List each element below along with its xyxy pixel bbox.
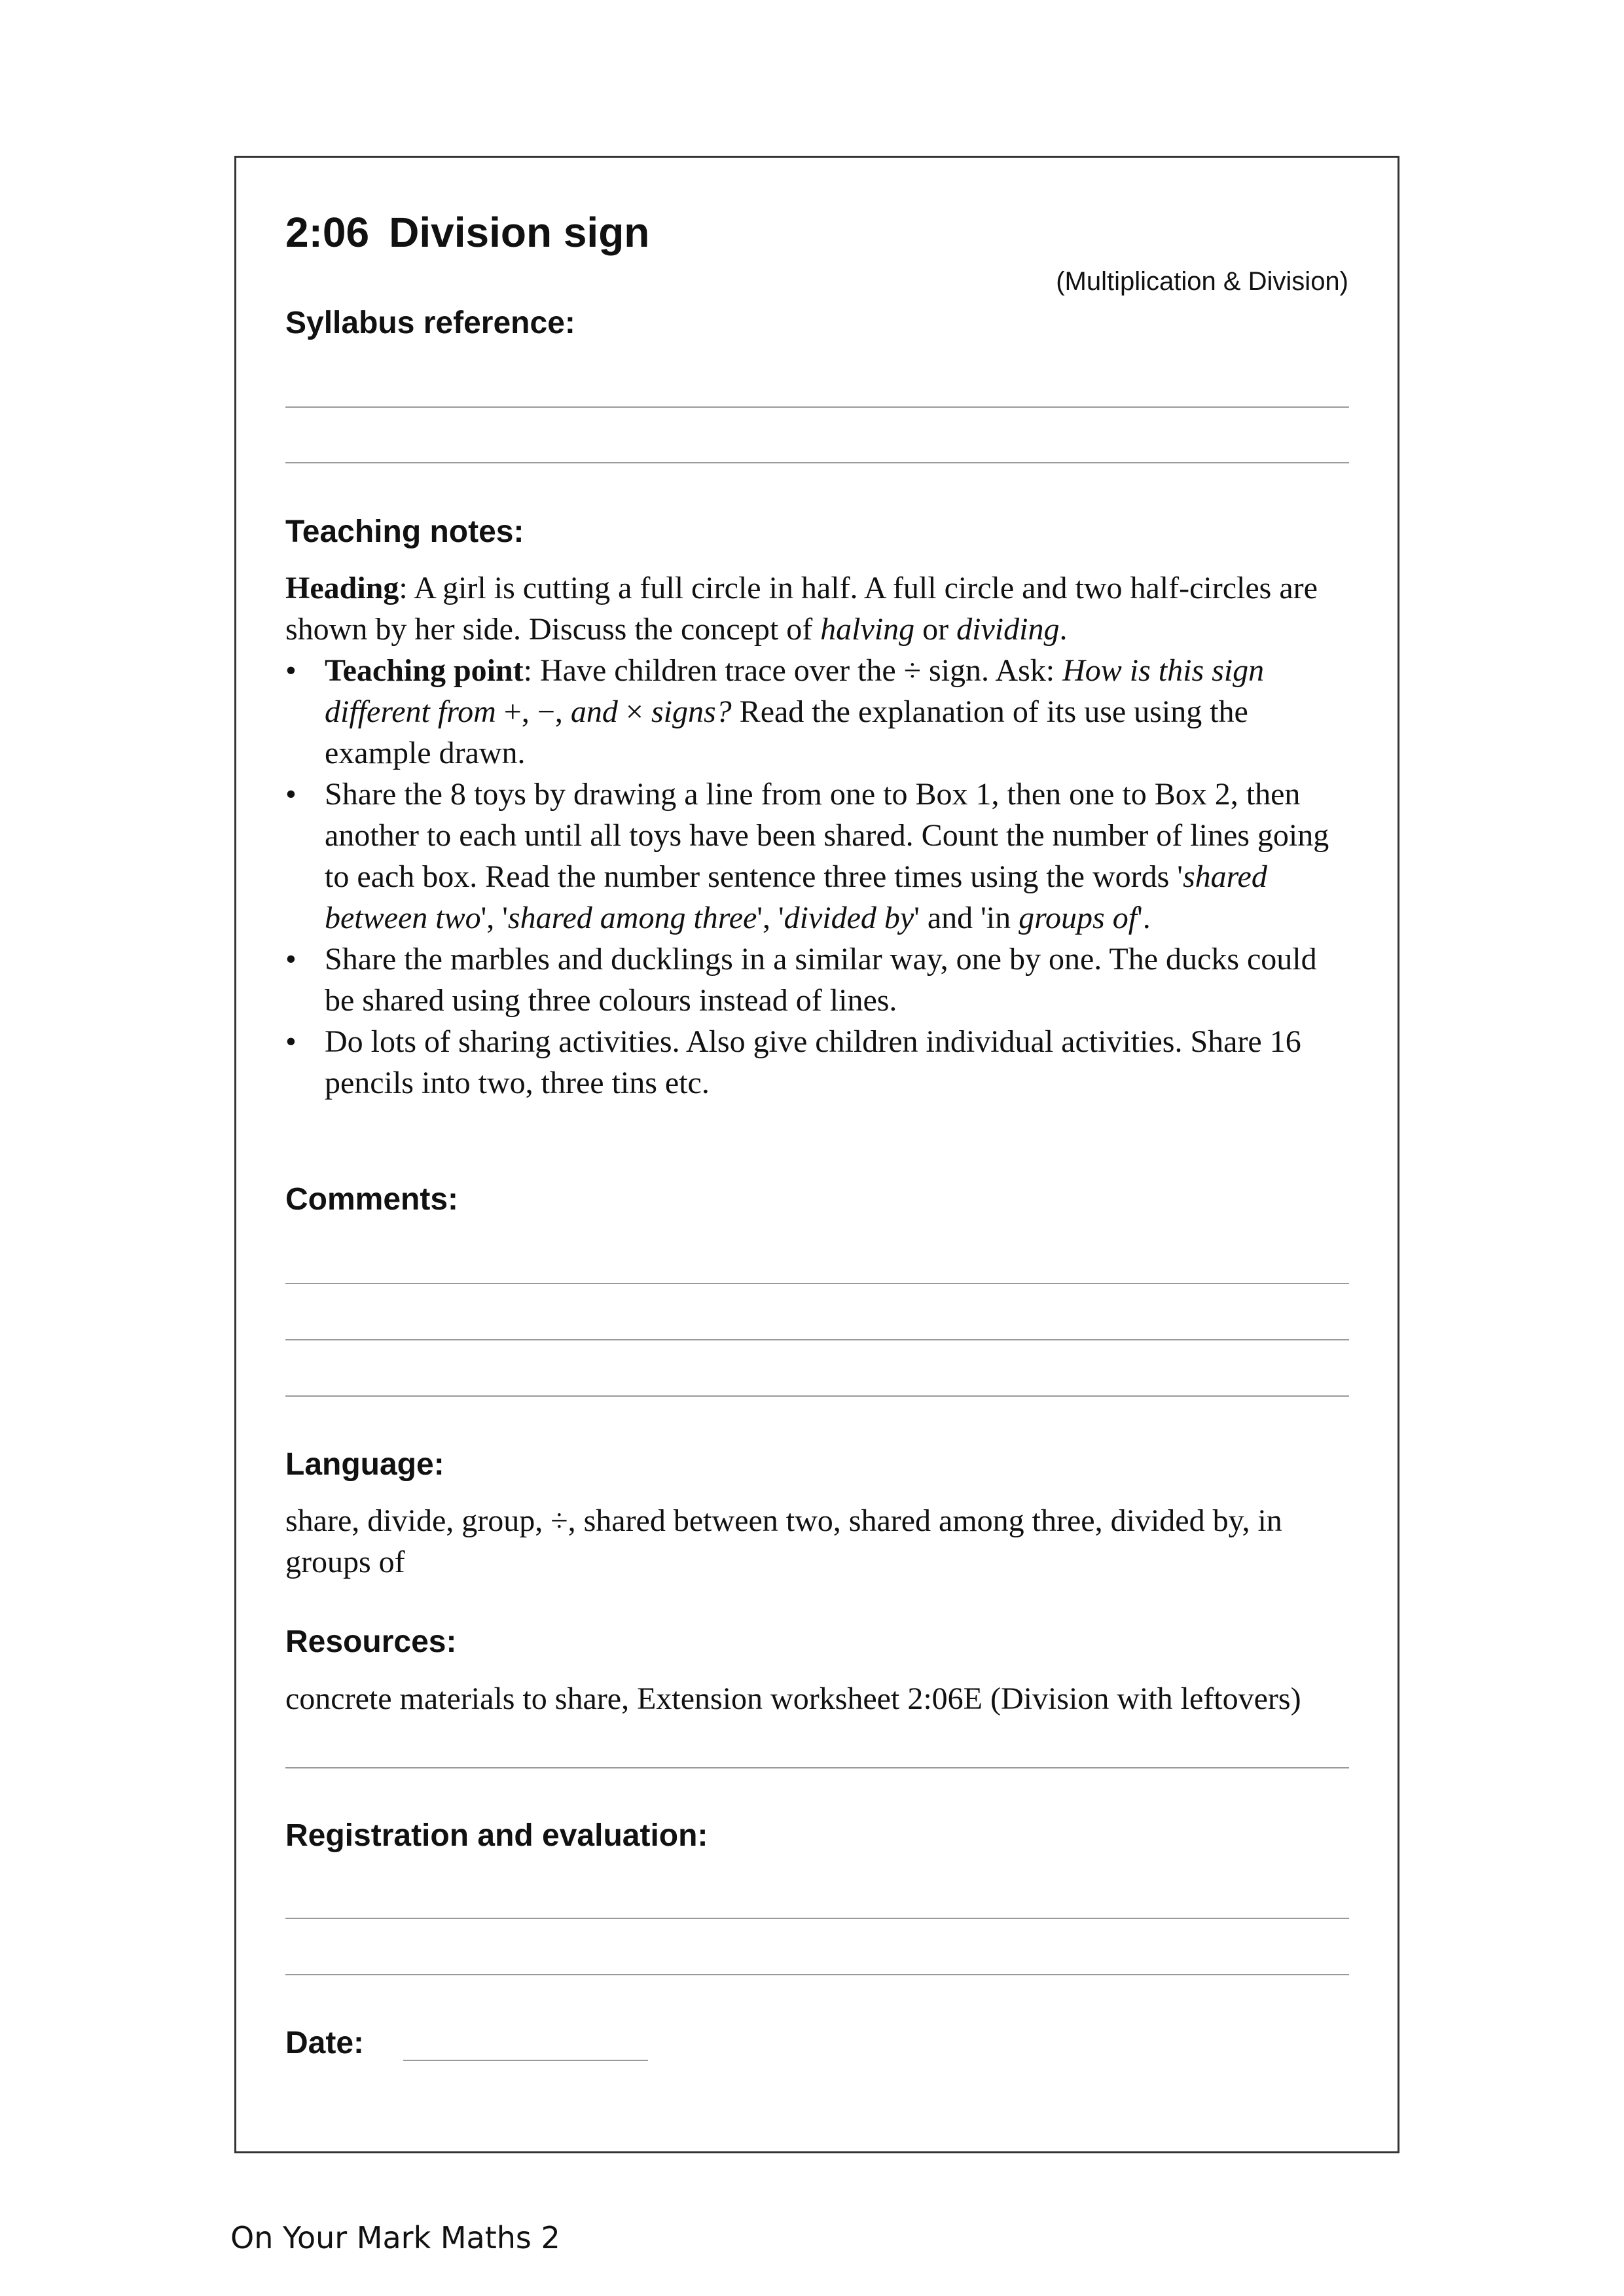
bullet2-italic-3: divided by bbox=[784, 901, 914, 935]
bullet1-text-a: : Have children trace over the ÷ sign. Ask: bbox=[523, 653, 1063, 688]
resources-text: concrete materials to share, Extension worksheet 2:06E (Division with leftovers) bbox=[285, 1681, 1301, 1716]
bullet-marbles bbox=[285, 939, 1352, 1021]
bullet1-italic-2: and bbox=[562, 694, 626, 729]
comments-line-3 bbox=[285, 1395, 1349, 1397]
bullet-dot: • bbox=[285, 653, 297, 688]
resources-line bbox=[285, 1767, 1349, 1768]
heading-label: Heading bbox=[285, 571, 399, 605]
syllabus-line-2 bbox=[285, 462, 1349, 463]
teaching-point-label: Teaching point bbox=[325, 653, 524, 688]
bullet2-italic-1: shared between two bbox=[325, 859, 1267, 935]
language-heading: Language: bbox=[285, 1447, 444, 1482]
registration-heading: Registration and evaluation: bbox=[285, 1818, 708, 1853]
lesson-number: 2:06 bbox=[285, 209, 370, 256]
page-frame bbox=[234, 156, 1399, 2153]
comments-heading: Comments: bbox=[285, 1182, 459, 1217]
heading-text-b: or bbox=[914, 612, 957, 647]
resources-heading: Resources: bbox=[285, 1624, 457, 1659]
bullet4-text: Do lots of sharing activities. Also give children individual activities. Share 16 pencils into two, three tins etc. bbox=[325, 1024, 1301, 1100]
bullet-dot: • bbox=[285, 1024, 297, 1059]
bullet-share-toys bbox=[285, 774, 1352, 939]
bullet2-italic-4: groups of bbox=[1019, 901, 1138, 935]
heading-italic-2: dividing bbox=[956, 612, 1060, 647]
bullet2-text-c: ', ' bbox=[757, 901, 784, 935]
bullet1-italic-1: How is this sign different from bbox=[325, 653, 1265, 729]
bullet1-text-b: Read the explanation of its use using the example drawn. bbox=[325, 694, 1248, 770]
strand-label: (Multiplication & Division) bbox=[1056, 267, 1348, 296]
page-title bbox=[285, 208, 649, 257]
syllabus-heading: Syllabus reference: bbox=[285, 306, 575, 340]
registration-line-1 bbox=[285, 1918, 1349, 1919]
bullet2-italic-2: shared among three bbox=[507, 901, 757, 935]
registration-line-2 bbox=[285, 1974, 1349, 1975]
comments-line-2 bbox=[285, 1339, 1349, 1340]
teaching-notes-body bbox=[285, 567, 1352, 1103]
bullet2-text-b: ', ' bbox=[480, 901, 508, 935]
bullet-dot: • bbox=[285, 777, 297, 812]
bullet2-text-e: '. bbox=[1137, 901, 1151, 935]
heading-text-a: : A girl is cutting a full circle in half. A full circle and two half-circles are shown by her side. Discuss the concept of bbox=[285, 571, 1318, 647]
bullet1-symbols: +, −, bbox=[503, 694, 563, 729]
bullet3-text: Share the marbles and ducklings in a similar way, one by one. The ducks could be shared using three colours instead of lines. bbox=[325, 942, 1317, 1018]
teaching-bullets bbox=[285, 650, 1352, 1103]
bullet-activities bbox=[285, 1021, 1352, 1103]
bullet-teaching-point bbox=[285, 650, 1352, 774]
heading-italic-1: halving bbox=[820, 612, 915, 647]
syllabus-line-1 bbox=[285, 406, 1349, 408]
heading-text-c: . bbox=[1059, 612, 1068, 647]
teaching-notes-heading: Teaching notes: bbox=[285, 514, 524, 549]
lesson-title: Division sign bbox=[389, 209, 650, 256]
footer-text: On Your Mark Maths 2 bbox=[230, 2220, 560, 2255]
date-line bbox=[403, 2060, 648, 2061]
bullet2-text-a: Share the 8 toys by drawing a line from one to Box 1, then one to Box 2, then another to each until all toys have been shared. Count the number of lines going to each box. Read the number sentence three times using the words ' bbox=[325, 777, 1329, 894]
bullet2-text-d: ' and 'in bbox=[914, 901, 1019, 935]
language-text: share, divide, group, ÷, shared between two, shared among three, divided by, in groups of bbox=[285, 1503, 1282, 1579]
bullet-dot: • bbox=[285, 942, 297, 977]
comments-line-1 bbox=[285, 1283, 1349, 1284]
date-label: Date: bbox=[285, 2026, 365, 2060]
bullet1-italic-3: signs? bbox=[643, 694, 732, 729]
bullet1-times-symbol: × bbox=[625, 694, 643, 729]
heading-paragraph bbox=[285, 567, 1352, 650]
